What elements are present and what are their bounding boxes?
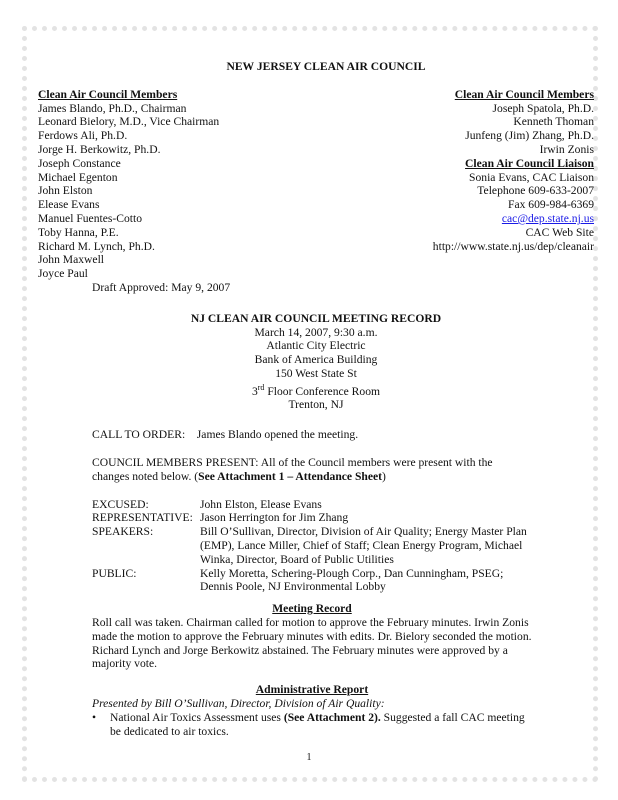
- floor-number: 3: [251, 384, 258, 398]
- document-title: NEW JERSEY CLEAN AIR COUNCIL: [226, 60, 426, 73]
- left-members-column: [38, 88, 338, 295]
- member-name: Leonard Bielory, M.D., Vice Chairman: [38, 115, 220, 129]
- right-members-column: [294, 88, 594, 254]
- call-to-order: [92, 428, 532, 442]
- member-name: John Maxwell: [38, 253, 105, 267]
- page-number: 1: [306, 752, 312, 763]
- member-name: Joseph Spatola, Ph.D.: [492, 101, 594, 115]
- document-page: [38, 60, 594, 738]
- bullet-text-pre: National Air Toxics Assessment uses: [110, 710, 284, 724]
- website-label: CAC Web Site: [525, 225, 594, 239]
- attendance-value: John Elston, Elease Evans: [200, 497, 322, 511]
- member-name: Joyce Paul: [38, 267, 88, 281]
- attendance-row: [92, 511, 532, 525]
- attendance-label: SPEAKERS:: [92, 525, 154, 539]
- attendance-row: [92, 525, 532, 566]
- members-present-end: ): [382, 469, 386, 483]
- member-name: Junfeng (Jim) Zhang, Ph.D.: [465, 129, 594, 143]
- members-section: [38, 88, 594, 310]
- member-name: Richard M. Lynch, Ph.D.: [38, 239, 155, 253]
- attendance-row: [92, 567, 532, 595]
- admin-report-heading: Administrative Report: [255, 683, 369, 697]
- presented-by: Presented by Bill O’Sullivan, Director, Division of Air Quality:: [92, 696, 385, 710]
- attendance-label: REPRESENTATIVE:: [92, 511, 193, 525]
- meeting-floor: [38, 381, 594, 399]
- member-name: John Elston: [38, 184, 93, 198]
- meeting-record-section: [92, 602, 532, 671]
- meeting-datetime: March 14, 2007, 9:30 a.m.: [254, 325, 378, 339]
- meeting-city: Trenton, NJ: [288, 398, 344, 412]
- member-name: Michael Egenton: [38, 170, 118, 184]
- member-name: Jorge H. Berkowitz, Ph.D.: [38, 142, 161, 156]
- email-link[interactable]: cac@dep.state.nj.us: [501, 211, 594, 225]
- bullet-text-post: Suggested a fall CAC meeting be dedicated to air toxics.: [110, 710, 525, 738]
- liaison-heading: Clean Air Council Liaison: [465, 156, 594, 170]
- meeting-building: Bank of America Building: [254, 353, 378, 367]
- attendance-list: [92, 498, 532, 595]
- left-members-heading: Clean Air Council Members: [38, 87, 178, 101]
- attendance-label: PUBLIC:: [92, 566, 137, 580]
- meeting-title: NJ CLEAN AIR COUNCIL MEETING RECORD: [190, 311, 442, 325]
- list-item: [92, 711, 532, 739]
- meeting-record-text: Roll call was taken. Chairman called for motion to approve the February minutes. Irwin Zonis made the motion to approve the February minutes with edits. Dr. Bielory seconded the motion. Richard Lynch and Jorge Berkowitz abstained. The February minutes were approved by a majority vote.: [92, 616, 532, 671]
- member-name: Irwin Zonis: [539, 142, 594, 156]
- floor-suffix: rd: [257, 382, 265, 392]
- member-name: Elease Evans: [38, 198, 100, 212]
- meeting-venue: Atlantic City Electric: [266, 339, 366, 353]
- member-name: Ferdows Ali, Ph.D.: [38, 129, 128, 143]
- member-name: James Blando, Ph.D., Chairman: [38, 101, 187, 115]
- attendance-value: Kelly Moretta, Schering-Plough Corp., Dan Cunningham, PSEG; Dennis Poole, NJ Environmental Lobby: [200, 566, 504, 594]
- meeting-record-heading: Meeting Record: [272, 602, 352, 616]
- attendance-label: EXCUSED:: [92, 497, 149, 511]
- bullet-text: [110, 711, 532, 739]
- call-to-order-text: James Blando opened the meeting.: [196, 428, 359, 442]
- admin-report-section: [92, 683, 532, 738]
- draft-approved: Draft Approved: May 9, 2007: [92, 280, 231, 294]
- members-present: [92, 456, 532, 484]
- fax: Fax 609-984-6369: [508, 198, 594, 212]
- meeting-street: 150 West State St: [275, 366, 357, 380]
- attendance-value: Bill O’Sullivan, Director, Division of Air Quality; Energy Master Plan (EMP), Lance Miller, Chief of Staff; Clean Energy Program, Michael Winka, Director, Board of Public Utilities: [200, 525, 527, 566]
- member-name: Kenneth Thoman: [513, 115, 594, 129]
- bullet-icon: •: [92, 710, 97, 724]
- member-name: Toby Hanna, P.E.: [38, 225, 119, 239]
- telephone: Telephone 609-633-2007: [477, 184, 594, 198]
- member-name: Joseph Constance: [38, 156, 121, 170]
- call-to-order-label: CALL TO ORDER:: [92, 428, 186, 442]
- members-present-text: COUNCIL MEMBERS PRESENT: All of the Council members were present with the changes noted below. (: [92, 456, 493, 483]
- attachment-1-ref: See Attachment 1 – Attendance Sheet: [198, 469, 383, 483]
- right-members-heading: Clean Air Council Members: [454, 87, 594, 101]
- liaison-name: Sonia Evans, CAC Liaison: [469, 170, 594, 184]
- member-name: Manuel Fuentes-Cotto: [38, 211, 143, 225]
- attendance-value: Jason Herrington for Jim Zhang: [200, 511, 349, 525]
- attachment-2-ref: (See Attachment 2).: [283, 710, 381, 724]
- floor-room: Floor Conference Room: [264, 384, 381, 398]
- attendance-row: [92, 498, 532, 512]
- website-url: http://www.state.nj.us/dep/cleanair: [432, 239, 594, 253]
- meeting-header: [38, 312, 594, 412]
